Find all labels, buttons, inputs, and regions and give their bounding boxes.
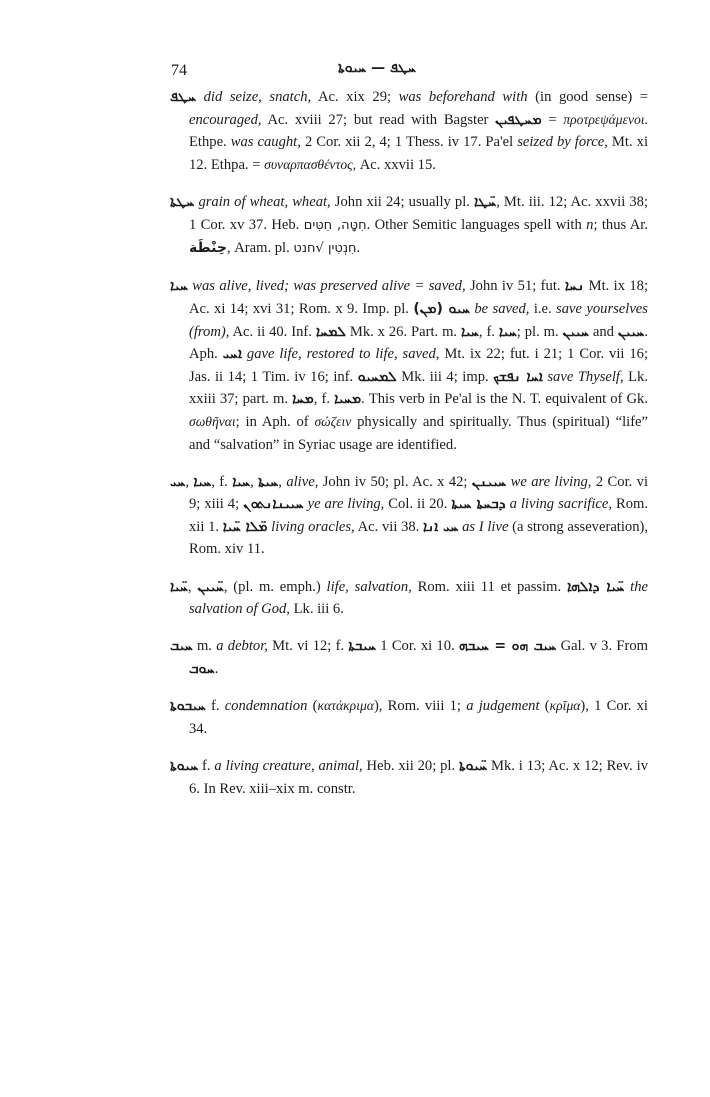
entry-text: Mt. ix 22; fut. i 21; 1 Cor. vii 16; Jas. ii 14; 1 Tim. iv 16; inf. bbox=[189, 346, 649, 385]
syriac-term: ܐܚܐ ܢܦܫܟ bbox=[493, 368, 543, 385]
syriac-term: ܚܝܐ bbox=[193, 473, 212, 490]
entry-text: . Aph. bbox=[189, 323, 648, 363]
gloss-text: alive, bbox=[286, 473, 319, 490]
syriac-term: ܚܝܒܘܬܐ bbox=[170, 698, 206, 715]
entry-text: = bbox=[541, 111, 564, 128]
gloss-text: n bbox=[586, 216, 594, 233]
entry-text: , bbox=[187, 578, 198, 595]
entry-text: and bbox=[589, 323, 618, 340]
gloss-text: as I live bbox=[458, 518, 509, 535]
entry-text: 1 Cor. xi 10. bbox=[376, 638, 459, 655]
dictionary-entry bbox=[170, 635, 648, 680]
entry-text: , f. bbox=[211, 473, 233, 490]
syriac-term: ܠܡܚܝܘ bbox=[357, 368, 397, 385]
entry-text: , Aram. pl. bbox=[226, 240, 294, 257]
entry-text: , bbox=[250, 473, 259, 490]
entry-text: Mt. vi 12; f. bbox=[267, 638, 349, 655]
entry-text: Ac. xviii 27; but read with Bagster bbox=[261, 111, 496, 128]
gloss-text: was caught, bbox=[230, 134, 301, 151]
entry-text: , bbox=[278, 473, 287, 490]
syriac-term: ܚ̈ܝܝܢ bbox=[197, 578, 224, 595]
entry-text: Ac. xix 29; bbox=[311, 89, 399, 105]
entry-text: Mt. ix 18; Ac. xi 14; xvi 31; Rom. x 9. Imp. pl. bbox=[189, 278, 649, 317]
gloss-text: a living sacrifice, bbox=[505, 496, 612, 513]
gloss-text: ye are living, bbox=[303, 496, 385, 513]
entry-text: ), Rom. viii 1; bbox=[373, 698, 467, 715]
syriac-term: ܡܚܛܦܝܢ bbox=[495, 111, 542, 128]
syriac-term: ܚܛܦ bbox=[170, 89, 197, 105]
syriac-term: ܚܛܬܐ bbox=[170, 193, 195, 210]
greek-term: κατάκριμα bbox=[317, 698, 374, 714]
gloss-text: a living creature, animal, bbox=[214, 758, 363, 774]
running-title: ܚܛܦ — ܚܝܘܬܐ bbox=[338, 60, 416, 76]
syriac-term: حِنْطَة bbox=[189, 240, 227, 257]
entry-text: Mk. i 13; Ac. x 12; Rev. iv 6. In Rev. xiii–xix m. constr. bbox=[189, 758, 648, 797]
hebrew-term: חִנְטִין √חנט bbox=[293, 241, 357, 257]
syriac-term: ܚ̈ܝܐ bbox=[170, 578, 188, 595]
syriac-term: ܚܝܒ ܗܘ = ܚܝܒܗ bbox=[458, 638, 557, 655]
entry-text: John xii 24; usually pl. bbox=[330, 193, 475, 210]
syriac-term: ܚܝ bbox=[170, 473, 186, 490]
syriac-term: ܚܝܝܢܢ bbox=[471, 473, 507, 490]
hebrew-term: חִטָּה, חִטִּים bbox=[303, 217, 367, 233]
entry-text: . bbox=[356, 240, 361, 257]
greek-term: σωθῆναι bbox=[189, 413, 236, 429]
entry-text: , bbox=[185, 473, 194, 490]
syriac-term: ܚ̈ܝܐ ܕܐܠܗܐ bbox=[566, 578, 625, 595]
entry-text: m. bbox=[192, 638, 217, 655]
entry-text: Mt. xi 12. Ethpa. = bbox=[189, 134, 649, 173]
syriac-term: ܚܝܐ bbox=[460, 323, 479, 340]
syriac-term: ܚ̈ܛܐ bbox=[474, 193, 497, 210]
entry-text: Lk. xxiii 37; part. m. bbox=[189, 368, 648, 408]
entry-text: Lk. iii 6. bbox=[289, 601, 344, 618]
entry-text: , (pl. m. emph.) bbox=[223, 578, 327, 595]
entry-text: , Mt. iii. 12; Ac. xxvii 38; 1 Cor. xv 37. Heb. bbox=[189, 193, 649, 233]
gloss-text: gave life, restored to life, saved, bbox=[241, 346, 440, 363]
dictionary-entry bbox=[170, 576, 648, 621]
syriac-term: ܚܝܬܐ bbox=[258, 473, 279, 490]
dictionary-entry bbox=[170, 755, 648, 800]
syriac-term: ܚܝܒܬܐ bbox=[348, 638, 377, 655]
syriac-term: ܚܝܐ bbox=[170, 278, 188, 295]
syriac-term: ܚܝܒ bbox=[170, 638, 193, 655]
syriac-term: ܚܝܝܢ bbox=[617, 323, 645, 340]
entry-text: Rom. xii 1. bbox=[189, 496, 649, 535]
gloss-text: encouraged, bbox=[189, 111, 262, 128]
entry-text: ), 1 Cor. xi 34. bbox=[189, 698, 648, 737]
gloss-text: living oracles, bbox=[267, 518, 355, 535]
gloss-text: did seize, snatch, bbox=[196, 89, 312, 105]
syriac-term: ܕܒܚܬܐ ܚܝܬܐ bbox=[451, 496, 506, 513]
syriac-term: ܠܡܚܐ bbox=[315, 323, 346, 340]
greek-term: σώζειν bbox=[314, 413, 352, 429]
syriac-term: ܚ̈ܝܘܬܐ bbox=[458, 758, 488, 774]
syriac-term: ܡܚܝܐ bbox=[334, 391, 362, 408]
gloss-text: grain of wheat, wheat, bbox=[194, 193, 331, 210]
entry-text: 2 Cor. vi 9; xiii 4; bbox=[189, 473, 649, 513]
entry-text: i.e. bbox=[529, 300, 557, 317]
entry-text: ( bbox=[539, 698, 550, 715]
syriac-term: ܡܚܐ bbox=[292, 391, 314, 408]
entry-text: physically and spiritually. Thus (spiritual) “life” and “salvation” in Syriac usage are identified. bbox=[189, 413, 649, 453]
dictionary-entry bbox=[170, 471, 648, 561]
greek-term: προτρεψάμενοι. bbox=[563, 111, 648, 127]
greek-term: συναρπασθέντος, bbox=[264, 156, 357, 172]
dictionary-entry bbox=[170, 191, 648, 261]
entry-list bbox=[170, 86, 648, 800]
entry-text: ; in Aph. of bbox=[235, 413, 315, 430]
gloss-text: we are living, bbox=[506, 473, 592, 490]
entry-text: , f. bbox=[478, 323, 499, 340]
dictionary-entry bbox=[170, 695, 648, 740]
syriac-term: ܚܝܝܢܐܢܬܘܢ bbox=[243, 496, 304, 513]
entry-text: . Other Semitic languages spell with bbox=[366, 216, 587, 233]
gloss-text: condemnation bbox=[224, 698, 308, 715]
entry-text: . bbox=[214, 661, 219, 678]
syriac-term: ܚܝܝܢ bbox=[562, 323, 589, 340]
syriac-term: ܚܝܐ bbox=[498, 323, 517, 340]
entry-text: Mk. x 26. Part. m. bbox=[345, 323, 461, 340]
syriac-term: ܡ̈ܠܐ ܚ̈ܝܐ bbox=[222, 518, 268, 535]
gloss-text: be saved, bbox=[469, 300, 530, 317]
entry-text: Rom. xiii 11 et passim. bbox=[411, 578, 567, 595]
syriac-term: (ܡܢ) ܚܝܘ bbox=[413, 300, 470, 317]
entry-text: ; pl. m. bbox=[516, 323, 563, 340]
entry-text: Mk. iii 4; imp. bbox=[396, 368, 494, 385]
gloss-text: a judgement bbox=[466, 698, 540, 715]
entry-text: John iv 50; pl. Ac. x 42; bbox=[318, 473, 472, 490]
entry-text: f. bbox=[205, 698, 225, 715]
gloss-text: the salvation of God, bbox=[189, 578, 648, 618]
entry-text: Ac. xxvii 15. bbox=[356, 156, 436, 173]
syriac-term: ܚܝܘܬܐ bbox=[170, 758, 199, 774]
page-number: 74 bbox=[171, 62, 187, 79]
entry-text: (a strong asseveration), Rom. xiv 11. bbox=[189, 518, 649, 558]
entry-text: Heb. xii 20; pl. bbox=[362, 758, 459, 774]
gloss-text: life, salvation, bbox=[326, 578, 412, 595]
dictionary-entry bbox=[170, 86, 648, 176]
entry-text: Ethpe. bbox=[189, 134, 231, 151]
entry-text: , f. bbox=[313, 391, 335, 408]
gloss-text: was alive, lived; was preserved alive = saved, bbox=[187, 278, 466, 295]
syriac-term: ܚܝ ܐܢܐ bbox=[423, 518, 459, 535]
syriac-term: ܢܚܐ bbox=[564, 278, 585, 295]
gloss-text: save yourselves (from), bbox=[189, 300, 648, 340]
entry-text: f. bbox=[198, 758, 215, 774]
page-header bbox=[170, 56, 648, 86]
entry-text: ( bbox=[307, 698, 318, 715]
entry-text: . This verb in Pe'al is the N. T. equivalent of Gk. bbox=[361, 391, 649, 408]
dictionary-entry bbox=[170, 275, 648, 456]
gloss-text: save Thyself, bbox=[542, 368, 624, 385]
entry-text: ; thus Ar. bbox=[593, 216, 649, 233]
syriac-term: ܚܘܒ bbox=[189, 661, 215, 678]
entry-text: Ac. ii 40. Inf. bbox=[229, 323, 316, 340]
entry-text: Col. ii 20. bbox=[384, 496, 452, 513]
entry-text: John iv 51; fut. bbox=[465, 278, 565, 295]
greek-term: κρῖμα bbox=[549, 698, 581, 714]
gloss-text: was beforehand with bbox=[398, 89, 528, 105]
syriac-term: ܚܝܐ bbox=[232, 473, 251, 490]
page-body bbox=[170, 56, 648, 806]
entry-text: (in good sense) = bbox=[527, 89, 648, 105]
entry-text: 2 Cor. xii 2, 4; 1 Thess. iv 17. Pa'el bbox=[300, 134, 518, 151]
entry-text: Ac. vii 38. bbox=[354, 518, 424, 535]
syriac-term: ܐܚܝ bbox=[222, 346, 242, 363]
gloss-text: seized by force, bbox=[517, 134, 608, 151]
entry-text: Gal. v 3. From bbox=[556, 638, 648, 655]
gloss-text: a debtor, bbox=[216, 638, 268, 655]
